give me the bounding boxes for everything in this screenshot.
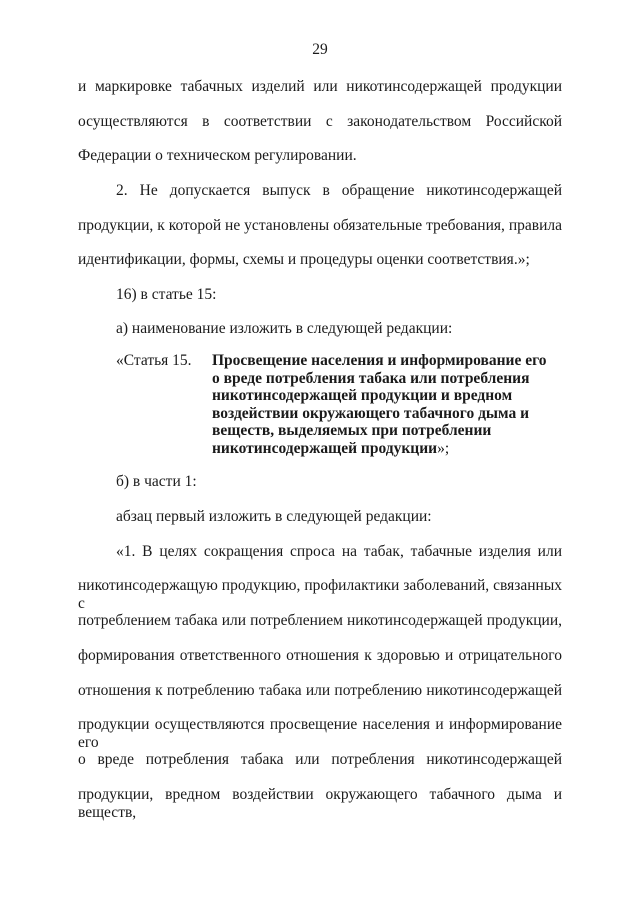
text-line: продукции, к которой не установлены обязательные требования, правила bbox=[78, 217, 562, 234]
text-line: формирования ответственного отношения к здоровью и отрицательного bbox=[78, 647, 562, 664]
article-title-line: о вреде потребления табака или потребления bbox=[212, 369, 530, 387]
article-title-line: никотинсодержащей продукции и вредном bbox=[212, 387, 513, 404]
list-item-16: 16) в статье 15: bbox=[116, 286, 217, 303]
text-line: продукции, вредном воздействии окружающего табачного дыма и веществ, bbox=[78, 786, 562, 821]
list-item-b: б) в части 1: bbox=[116, 473, 197, 490]
text-line: продукции осуществляются просвещение населения и информирование его bbox=[78, 716, 562, 751]
article-label: «Статья 15. bbox=[116, 352, 192, 369]
text-line: осуществляются в соответствии с законодательством Российской bbox=[78, 113, 562, 130]
text-line: идентификации, формы, схемы и процедуры оценки соответствия.»; bbox=[78, 251, 530, 268]
list-item-a: а) наименование изложить в следующей редакции: bbox=[116, 320, 453, 337]
text-line: потреблением табака или потреблением никотинсодержащей продукции, bbox=[78, 612, 562, 629]
article-title-line: никотинсодержащей продукции bbox=[212, 439, 438, 457]
text-line: отношения к потреблению табака или потреблению никотинсодержащей bbox=[78, 682, 562, 699]
article-title-last-line bbox=[212, 440, 562, 458]
article-title bbox=[212, 352, 562, 457]
article-title-line: веществ, выделяемых при потреблении bbox=[212, 422, 492, 439]
text-line: Федерации о техническом регулировании. bbox=[78, 147, 357, 164]
text-line: никотинсодержащую продукцию, профилактики заболеваний, связанных с bbox=[78, 577, 562, 612]
page-number: 29 bbox=[312, 41, 328, 58]
instruction-line: абзац первый изложить в следующей редакции: bbox=[116, 508, 432, 525]
article-title-tail: »; bbox=[437, 439, 450, 457]
text-line: и маркировке табачных изделий или никотинсодержащей продукции bbox=[78, 78, 562, 95]
article-title-line: Просвещение населения и информирование его bbox=[212, 352, 547, 369]
text-line: о вреде потребления табака или потребления никотинсодержащей bbox=[78, 751, 562, 768]
article-heading bbox=[116, 352, 562, 462]
article-title-line: воздействии окружающего табачного дыма и bbox=[212, 404, 530, 422]
text-line: «1. В целях сокращения спроса на табак, табачные изделия или bbox=[116, 543, 562, 560]
text-line: 2. Не допускается выпуск в обращение никотинсодержащей bbox=[116, 182, 562, 199]
